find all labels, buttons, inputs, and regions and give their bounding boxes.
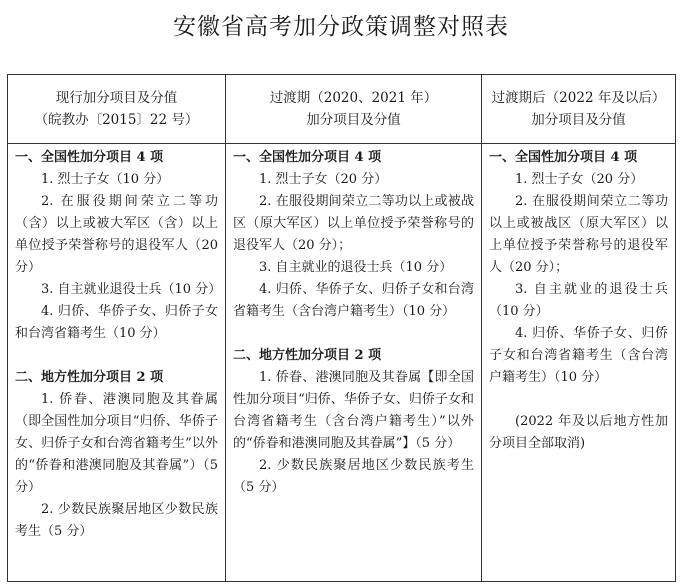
list-item: 2. 少数民族聚居地区少数民族考生（5 分） — [233, 458, 474, 495]
header-transition-line1: 过渡期（2020、2021 年） — [269, 90, 438, 106]
spacer — [489, 389, 668, 411]
comparison-table — [7, 74, 676, 582]
page-title: 安徽省高考加分政策调整对照表 — [173, 14, 509, 40]
section-heading-national: 一、全国性加分项目 4 项 — [489, 150, 638, 165]
local-items-cancelled-note: (2022 年及以后地方性加分项目全部取消) — [489, 414, 668, 451]
list-item: 3. 自主就业退役士兵（10 分） — [41, 282, 222, 297]
header-after — [482, 75, 676, 144]
list-item: 4. 归侨、华侨子女、归侨子女和台湾省籍考生（含台湾户籍考生）（10 分） — [489, 326, 668, 385]
list-item: 2. 在服役期间荣立二等功（含）以上或被大军区（含）以上单位授予荣誉称号的退役军人（20 分） — [15, 194, 218, 275]
header-row — [8, 75, 676, 144]
header-current-line1: 现行加分项目及分值 — [55, 90, 178, 106]
header-current-line2: （皖教办〔2015〕22 号） — [34, 112, 199, 128]
list-item: 1. 烈士子女（20 分） — [259, 172, 388, 187]
list-item: 1. 侨眷、港澳同胞及其眷属（即全国性加分项目“归侨、华侨子女、归侨子女和台湾省籍考生”以外的“侨眷和港澳同胞及其眷属”）（5 分） — [15, 392, 218, 495]
list-item: 4. 归侨、华侨子女、归侨子女和台湾省籍考生（含台湾户籍考生）（10 分） — [233, 282, 474, 319]
header-after-line1: 过渡期后（2022 年及以后） — [491, 90, 666, 106]
header-transition — [226, 75, 482, 144]
section-heading-national: 一、全国性加分项目 4 项 — [233, 150, 382, 165]
section-heading-local: 二、地方性加分项目 2 项 — [233, 348, 382, 363]
list-item: 1. 烈士子女（20 分） — [515, 172, 644, 187]
header-transition-line2: 加分项目及分值 — [306, 112, 401, 128]
list-item: 2. 在服役期间荣立二等功以上或被战区（原大军区）以上单位授予荣誉称号的退役军人（20 分）； — [233, 194, 474, 253]
list-item: 4. 归侨、华侨子女、归侨子女和台湾省籍考生（10 分） — [15, 304, 218, 341]
section-heading-local: 二、地方性加分项目 2 项 — [15, 370, 164, 385]
header-current — [8, 75, 226, 144]
column-transition — [226, 144, 482, 582]
column-after — [482, 144, 676, 582]
content-row — [8, 144, 676, 582]
header-after-line2: 加分项目及分值 — [531, 112, 626, 128]
spacer — [15, 345, 218, 367]
list-item: 2. 少数民族聚居地区少数民族考生（5 分） — [15, 502, 218, 539]
list-item: 1. 侨眷、港澳同胞及其眷属【即全国性加分项目“归侨、华侨子女、归侨子女和台湾省籍考生（含台湾户籍考生）”以外的“侨眷和港澳同胞及其眷属”】（5 分） — [233, 370, 474, 451]
column-current — [8, 144, 226, 582]
section-heading-national: 一、全国性加分项目 4 项 — [15, 150, 164, 165]
spacer — [233, 323, 474, 345]
list-item: 1. 烈士子女（10 分） — [41, 172, 170, 187]
list-item: 3. 自主就业的退役士兵（10 分） — [489, 282, 668, 319]
list-item: 2. 在服役期间荣立二等功以上或被战区（原大军区）以上单位授予荣誉称号的退役军人（20 分）； — [489, 194, 668, 275]
list-item: 3. 自主就业的退役士兵（10 分） — [259, 260, 453, 275]
